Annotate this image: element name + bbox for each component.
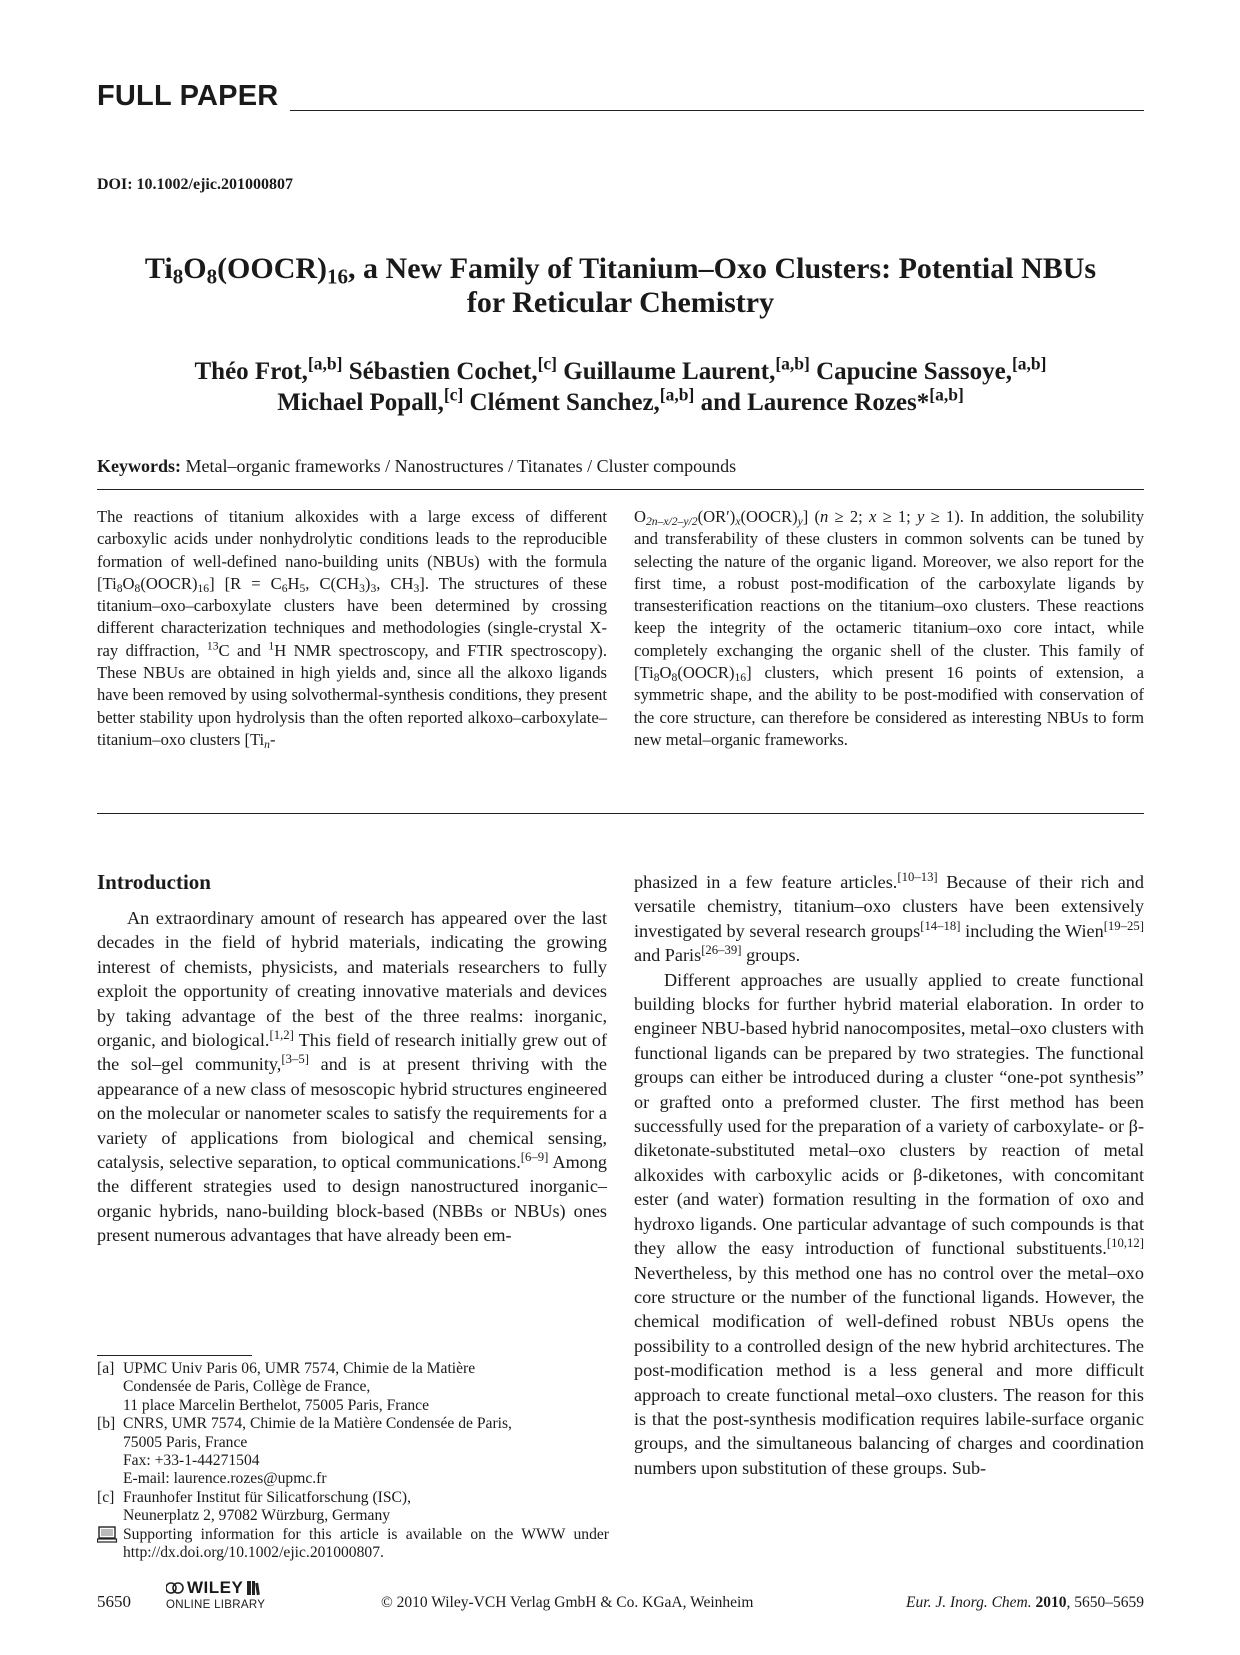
- section-heading-introduction: Introduction: [97, 870, 211, 894]
- citation: [19–25]: [1103, 918, 1145, 933]
- author-name: Guillaume Laurent,: [563, 358, 776, 385]
- author-affiliation: [a,b]: [775, 353, 810, 374]
- paper-title: [97, 252, 1144, 320]
- citation: [6–9]: [520, 1150, 549, 1165]
- doi[interactable]: DOI: 10.1002/ejic.201000807: [97, 176, 293, 193]
- journal-reference: Eur. J. Inorg. Chem. 2010, 5650–5659: [906, 1594, 1144, 1611]
- section-label: FULL PAPER: [97, 80, 279, 112]
- author-name: Capucine Sassoye,: [816, 358, 1012, 385]
- author-affiliation: [c]: [443, 384, 464, 405]
- paragraph: An extraordinary amount of research has appeared over the last decades in the field of hybrid materials, indicating the growing interest of chemists, physicists, and materials researchers to fully exploit the opportunity of creating innovative materials and devices by taking advantage of the best of the three realms: inorganic, organic, and biological.[1,2] This field of research initially grew out of the sol–gel community,[3–5] and is at present thriving with the appearance of a new class of mesoscopic hybrid structures engineered on the molecular or nanometer scales to satisfy the requirements for a variety of applications from biological and chemical sensing, catalysis, selective separation, to optical communications.[6–9] Among the different strategies used to design nanostructured inorganic–organic hybrids, nano-building block-based (NBBs or NBUs) ones present numerous advantages that have already been em-: [97, 908, 608, 1246]
- supporting-info-link[interactable]: Supporting information for this article is available on the WWW under http://dx.doi.org/10.1002/ejic.201000807.: [123, 1525, 609, 1562]
- author-affiliation: [a,b]: [929, 384, 964, 405]
- keywords-text: Metal–organic frameworks / Nanostructures / Titanates / Cluster compounds: [185, 456, 737, 476]
- paragraph: phasized in a few feature articles.[10–13] Because of their rich and versatile chemistry, titanium–oxo clusters have been extensively investigated by several research groups[14–18] including the Wien[19–25] and Paris[26–39] groups.: [634, 870, 1145, 966]
- author-affiliation: [a,b]: [659, 384, 695, 405]
- introduction-right-column: [634, 870, 1144, 1480]
- abstract-left-column: The reactions of titanium alkoxides with a large excess of different carboxylic acids under nonhydrolytic conditions leads to the reproducible formation of well-defined nano-building units (NBUs) with the formula $[Ti_8O_8(OOCR)_{16}] [R = C_6H_5$, $C(CH_3)_3$, $CH_3$]. The structures of these titanium–oxo–carboxylate clusters have been determined by crossing different characterization techniques and methodologies (single-crystal X-ray diffraction, $^{13}$C and $^1$H NMR spectroscopy, and FTIR spectroscopy). These NBUs are obtained in high yields and, since all the alkoxo ligands have been removed by using solvothermal-synthesis conditions, they present better stability upon hydrolysis than the often reported alkoxo–carboxylate–titanium–oxo clusters [$Ti_n-$: [97, 507, 607, 751]
- paragraph: Different approaches are usually applied to create functional building blocks for further hybrid material elaboration. In order to engineer NBU-based hybrid nanocomposites, metal–oxo clusters with functional ligands can be prepared by two strategies. The functional groups can either be introduced during a cluster “one-pot synthesis” or grafted onto a preformed cluster. The first method has been successfully used for the preparation of a variety of carboxylate- or β-diketonate-substituted metal–oxo clusters by reaction of metal alkoxides with carboxylic acids or β-diketones, with concomitant ester (and water) formation resulting in the formation of oxo and hydroxo ligands. One particular advantage of such compounds is that they allow the easy introduction of functional substituents.[10,12] Nevertheless, by this method one has no control over the metal–oxo core structure or the number of the functional ligands. However, the chemical modification of well-defined robust NBUs opens the possibility to a controlled design of the new hybrid architectures. The post-modification method is a less general and more difficult approach to create functional metal–oxo clusters. The reason for this is that the post-synthesis modification requires labile-surface organic groups, and the simultaneous balancing of charges and coordination numbers upon substitution of these groups. Sub-: [634, 969, 1144, 1478]
- abstract-top-rule: [97, 489, 1144, 490]
- author-list: [97, 353, 1144, 418]
- keywords: [97, 456, 736, 477]
- footnote-c: [c] Fraunhofer Institut für Silicatforschung (ISC), Neunerplatz 2, 97082 Würzburg, Germany: [97, 1488, 411, 1525]
- book-icon: [246, 1580, 260, 1596]
- author-line-1: [97, 353, 1144, 387]
- affiliation-footnotes: [97, 1360, 609, 1562]
- wiley-online-library-logo: [166, 1578, 286, 1611]
- citation: [3–5]: [281, 1052, 309, 1067]
- computer-icon: [97, 1526, 119, 1543]
- footnote-a: [a] UPMC Univ Paris 06, UMR 7574, Chimie de la Matière Condensée de Paris, Collège de France, 11 place Marcelin Berthelot, 75005 Paris, France: [97, 1360, 476, 1414]
- logo-word: WILEY: [187, 1578, 244, 1597]
- author-name: Sébastien Cochet,: [348, 358, 538, 385]
- logo-subtitle: ONLINE LIBRARY: [166, 1599, 266, 1611]
- copyright: © 2010 Wiley-VCH Verlag GmbH & Co. KGaA, Weinheim: [381, 1594, 754, 1611]
- abstract-right-column: $O_{2n-x/2-y/2}(OR')_x(OOCR)_y$] (n ≥ 2; x ≥ 1; y ≥ 1). In addition, the solubility and transferability of these clusters in common solvents can be tuned by selecting the nature of the organic ligand. Moreover, we also report for the first time, a robust post-modification of the carboxylate ligands by transesterification reactions on the titanium–oxo clusters. These reactions keep the integrity of the octameric titanium–oxo core intact, while completely exchanging the organic shell of the cluster. This family of $[Ti_8O_8(OOCR)_{16}]$ clusters, which present 16 points of extension, a symmetric shape, and the ability to be post-modified with conservation of the core structure, can therefore be considered as interesting NBUs to form new metal–organic frameworks.: [634, 507, 1145, 749]
- citation: [10,12]: [1106, 1236, 1144, 1251]
- author-name: Michael Popall,: [277, 389, 444, 416]
- introduction-left-column: [97, 906, 607, 1248]
- title-line-2: for Reticular Chemistry: [466, 286, 775, 319]
- author-affiliation: [c]: [537, 353, 558, 374]
- page-number: 5650: [97, 1592, 131, 1611]
- citation: [1,2]: [269, 1028, 294, 1043]
- author-name: Clément Sanchez,: [469, 389, 660, 416]
- author-name: and Laurence Rozes*: [700, 389, 930, 416]
- header-rule: [290, 110, 1144, 111]
- citation: [26–39]: [701, 943, 742, 958]
- citation: [10–13]: [897, 870, 938, 884]
- footnote-b: [b] CNRS, UMR 7574, Chimie de la Matière Condensée de Paris, 75005 Paris, France Fax: +33-1-44271504 E-mail: laurence.rozes@upmc.fr: [97, 1415, 609, 1489]
- author-line-2: [97, 384, 1144, 418]
- footnote-supporting-info: [97, 1526, 609, 1563]
- author-affiliation: [a,b]: [307, 353, 343, 374]
- keywords-label: Keywords:: [97, 456, 181, 476]
- abstract-bottom-rule: [97, 813, 1144, 814]
- email-link[interactable]: E-mail: laurence.rozes@upmc.fr: [123, 1470, 327, 1488]
- author-name: Théo Frot,: [194, 358, 308, 385]
- wiley-logo-icon: [166, 1581, 184, 1595]
- citation: [14–18]: [920, 918, 961, 933]
- title-line-1: $Ti_8O_8(OOCR)_{16}$, a New Family of Titanium–Oxo Clusters: Potential NBUs: [144, 252, 1097, 289]
- author-affiliation: [a,b]: [1011, 353, 1047, 374]
- footnote-rule: [97, 1355, 252, 1356]
